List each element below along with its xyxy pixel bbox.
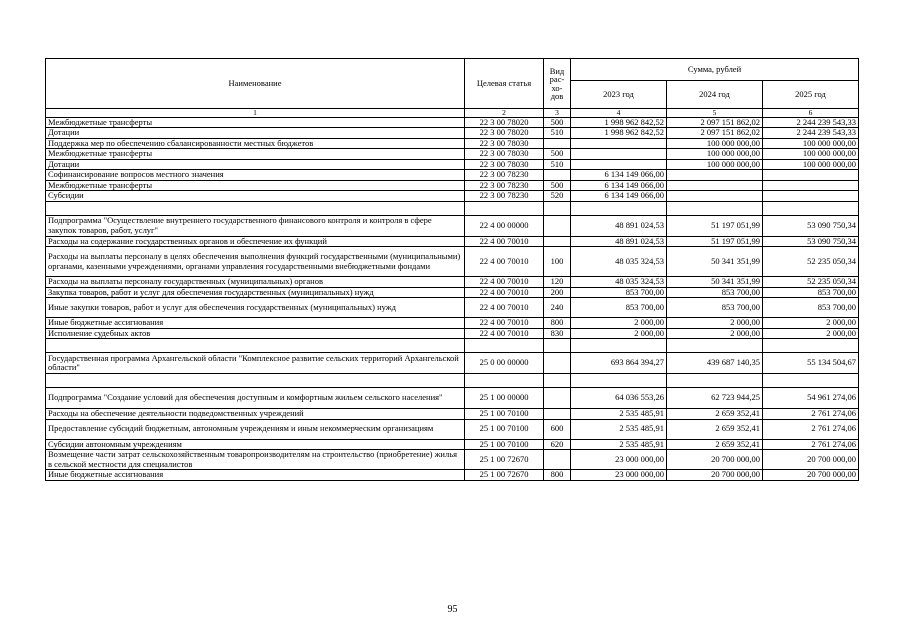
cell-expense-type bbox=[544, 215, 571, 236]
cell-name: Подпрограмма "Осуществление внутреннего государственного финансового контроля и контроля в сфере закупок товаров, работ, услуг" bbox=[46, 215, 465, 236]
cell-amount-2023: 48 035 324,53 bbox=[571, 247, 667, 277]
cell-target-code: 22 4 00 70010 bbox=[465, 287, 544, 298]
column-number: 3 bbox=[544, 109, 571, 118]
cell-amount-2023: 1 998 962 842,52 bbox=[571, 117, 667, 128]
cell-amount-2023: 2 535 485,91 bbox=[571, 439, 667, 450]
cell-amount-2023: 693 864 394,27 bbox=[571, 353, 667, 374]
cell-name: Расходы на содержание государственных органов и обеспечение их функций bbox=[46, 236, 465, 247]
table-row bbox=[46, 450, 859, 470]
cell-expense-type bbox=[544, 450, 571, 470]
cell-amount-2024: 100 000 000,00 bbox=[667, 149, 763, 160]
cell-amount-2025: 2 244 239 543,33 bbox=[763, 128, 859, 139]
cell-amount-2025: 2 000,00 bbox=[763, 318, 859, 329]
cell-target-code: 25 0 00 00000 bbox=[465, 353, 544, 374]
cell-name: Субсидии автономным учреждениям bbox=[46, 439, 465, 450]
cell-name: Межбюджетные трансферты bbox=[46, 180, 465, 191]
cell-expense-type bbox=[544, 170, 571, 181]
cell-amount-2025: 2 761 274,06 bbox=[763, 439, 859, 450]
cell-amount-2025 bbox=[763, 374, 859, 388]
cell-amount-2024: 51 197 051,99 bbox=[667, 215, 763, 236]
cell-target-code bbox=[465, 339, 544, 353]
cell-target-code: 22 4 00 70010 bbox=[465, 328, 544, 339]
cell-amount-2023 bbox=[571, 138, 667, 149]
cell-target-code: 22 3 00 78230 bbox=[465, 191, 544, 202]
header-name: Наименование bbox=[46, 59, 465, 109]
cell-name: Исполнение судебных актов bbox=[46, 328, 465, 339]
cell-expense-type: 510 bbox=[544, 159, 571, 170]
cell-amount-2025: 2 244 239 543,33 bbox=[763, 117, 859, 128]
cell-name: Иные закупки товаров, работ и услуг для обеспечения государственных (муниципальных) нужд bbox=[46, 298, 465, 318]
column-number: 4 bbox=[571, 109, 667, 118]
table-row bbox=[46, 277, 859, 288]
cell-expense-type bbox=[544, 236, 571, 247]
cell-amount-2023: 2 535 485,91 bbox=[571, 419, 667, 439]
cell-expense-type: 620 bbox=[544, 439, 571, 450]
header-row-top bbox=[46, 59, 859, 81]
cell-target-code: 22 3 00 78020 bbox=[465, 128, 544, 139]
cell-amount-2023 bbox=[571, 149, 667, 160]
cell-name: Расходы на обеспечение деятельности подведомственных учреждений bbox=[46, 409, 465, 420]
cell-name: Дотации bbox=[46, 159, 465, 170]
table-row bbox=[46, 328, 859, 339]
cell-amount-2025: 53 090 750,34 bbox=[763, 236, 859, 247]
cell-name: Расходы на выплаты персоналу в целях обеспечения выполнения функций государственными (муниципальными) органами, казенными учреждениями, органами управления государственными внебюджетными фондами bbox=[46, 247, 465, 277]
cell-name: Иные бюджетные ассигнования bbox=[46, 318, 465, 329]
page-number: 95 bbox=[447, 604, 458, 615]
cell-expense-type: 200 bbox=[544, 287, 571, 298]
cell-expense-type: 500 bbox=[544, 117, 571, 128]
table-row bbox=[46, 149, 859, 160]
table-row bbox=[46, 159, 859, 170]
column-number: 1 bbox=[46, 109, 465, 118]
cell-amount-2024 bbox=[667, 191, 763, 202]
cell-target-code: 25 1 00 70100 bbox=[465, 439, 544, 450]
cell-target-code: 25 1 00 70100 bbox=[465, 419, 544, 439]
cell-expense-type bbox=[544, 374, 571, 388]
cell-amount-2025: 100 000 000,00 bbox=[763, 138, 859, 149]
cell-amount-2023: 48 035 324,53 bbox=[571, 277, 667, 288]
cell-name: Межбюджетные трансферты bbox=[46, 117, 465, 128]
cell-amount-2025: 2 000,00 bbox=[763, 328, 859, 339]
cell-amount-2023 bbox=[571, 201, 667, 215]
cell-name bbox=[46, 374, 465, 388]
cell-amount-2023: 6 134 149 066,00 bbox=[571, 180, 667, 191]
cell-amount-2023: 2 000,00 bbox=[571, 318, 667, 329]
cell-name: Расходы на выплаты персоналу государственных (муниципальных) органов bbox=[46, 277, 465, 288]
table-row bbox=[46, 180, 859, 191]
table-row bbox=[46, 339, 859, 353]
cell-name: Подпрограмма "Создание условий для обеспечения доступным и комфортным жильем сельского населения" bbox=[46, 388, 465, 409]
cell-amount-2025: 20 700 000,00 bbox=[763, 470, 859, 481]
cell-name bbox=[46, 339, 465, 353]
cell-amount-2024: 100 000 000,00 bbox=[667, 138, 763, 149]
cell-amount-2025: 55 134 504,67 bbox=[763, 353, 859, 374]
cell-name: Иные бюджетные ассигнования bbox=[46, 470, 465, 481]
table-row bbox=[46, 247, 859, 277]
cell-target-code: 25 1 00 72670 bbox=[465, 450, 544, 470]
cell-amount-2025: 52 235 050,34 bbox=[763, 277, 859, 288]
cell-amount-2025: 853 700,00 bbox=[763, 287, 859, 298]
column-number: 2 bbox=[465, 109, 544, 118]
table-row bbox=[46, 353, 859, 374]
cell-amount-2023: 6 134 149 066,00 bbox=[571, 170, 667, 181]
cell-amount-2024 bbox=[667, 374, 763, 388]
cell-target-code: 22 4 00 70010 bbox=[465, 247, 544, 277]
cell-amount-2024 bbox=[667, 180, 763, 191]
cell-amount-2025: 2 761 274,06 bbox=[763, 419, 859, 439]
cell-target-code bbox=[465, 201, 544, 215]
cell-amount-2023: 48 891 024,53 bbox=[571, 236, 667, 247]
cell-amount-2025 bbox=[763, 201, 859, 215]
cell-amount-2024: 439 687 140,35 bbox=[667, 353, 763, 374]
budget-table bbox=[45, 58, 859, 481]
cell-amount-2023 bbox=[571, 374, 667, 388]
cell-amount-2024: 2 659 352,41 bbox=[667, 409, 763, 420]
cell-expense-type bbox=[544, 388, 571, 409]
cell-amount-2024: 2 659 352,41 bbox=[667, 439, 763, 450]
table-row bbox=[46, 318, 859, 329]
table-row bbox=[46, 191, 859, 202]
table-row bbox=[46, 201, 859, 215]
cell-target-code: 22 4 00 70010 bbox=[465, 236, 544, 247]
cell-amount-2023: 2 000,00 bbox=[571, 328, 667, 339]
cell-name: Предоставление субсидий бюджетным, автономным учреждениям и иным некоммерческим организациям bbox=[46, 419, 465, 439]
cell-name: Государственная программа Архангельской области "Комплексное развитие сельских территорий Архангельской области" bbox=[46, 353, 465, 374]
cell-amount-2025: 54 961 274,06 bbox=[763, 388, 859, 409]
column-number: 5 bbox=[667, 109, 763, 118]
cell-amount-2024: 100 000 000,00 bbox=[667, 159, 763, 170]
cell-name bbox=[46, 201, 465, 215]
cell-name: Закупка товаров, работ и услуг для обеспечения государственных (муниципальных) нужд bbox=[46, 287, 465, 298]
cell-amount-2024: 2 097 151 862,02 bbox=[667, 117, 763, 128]
cell-amount-2025: 20 700 000,00 bbox=[763, 450, 859, 470]
cell-expense-type: 520 bbox=[544, 191, 571, 202]
cell-amount-2023: 23 000 000,00 bbox=[571, 450, 667, 470]
cell-amount-2025 bbox=[763, 170, 859, 181]
cell-expense-type: 120 bbox=[544, 277, 571, 288]
header-target: Целевая статья bbox=[465, 59, 544, 109]
cell-amount-2024: 2 000,00 bbox=[667, 328, 763, 339]
cell-amount-2024: 20 700 000,00 bbox=[667, 450, 763, 470]
cell-name: Дотации bbox=[46, 128, 465, 139]
cell-amount-2025: 53 090 750,34 bbox=[763, 215, 859, 236]
cell-name: Поддержка мер по обеспечению сбалансированности местных бюджетов bbox=[46, 138, 465, 149]
table-row bbox=[46, 374, 859, 388]
column-numbers-row bbox=[46, 109, 859, 118]
cell-expense-type bbox=[544, 409, 571, 420]
column-number: 6 bbox=[763, 109, 859, 118]
cell-expense-type bbox=[544, 339, 571, 353]
cell-expense-type: 500 bbox=[544, 180, 571, 191]
table-row bbox=[46, 419, 859, 439]
cell-amount-2024: 853 700,00 bbox=[667, 287, 763, 298]
cell-amount-2024: 50 341 351,99 bbox=[667, 277, 763, 288]
cell-amount-2025: 853 700,00 bbox=[763, 298, 859, 318]
header-year-2023: 2023 год bbox=[571, 81, 667, 109]
header-sum: Сумма, рублей bbox=[571, 59, 859, 81]
cell-amount-2025: 2 761 274,06 bbox=[763, 409, 859, 420]
cell-expense-type bbox=[544, 138, 571, 149]
cell-target-code bbox=[465, 374, 544, 388]
cell-amount-2024: 2 097 151 862,02 bbox=[667, 128, 763, 139]
header-year-2024: 2024 год bbox=[667, 81, 763, 109]
cell-target-code: 22 3 00 78030 bbox=[465, 149, 544, 160]
cell-expense-type: 240 bbox=[544, 298, 571, 318]
cell-amount-2024: 2 659 352,41 bbox=[667, 419, 763, 439]
cell-name: Софинансирование вопросов местного значения bbox=[46, 170, 465, 181]
cell-amount-2024: 51 197 051,99 bbox=[667, 236, 763, 247]
cell-target-code: 22 3 00 78020 bbox=[465, 117, 544, 128]
cell-target-code: 25 1 00 00000 bbox=[465, 388, 544, 409]
cell-target-code: 25 1 00 72670 bbox=[465, 470, 544, 481]
cell-target-code: 22 4 00 70010 bbox=[465, 318, 544, 329]
cell-target-code: 22 4 00 70010 bbox=[465, 298, 544, 318]
cell-amount-2025 bbox=[763, 180, 859, 191]
table-row bbox=[46, 470, 859, 481]
header-expense-type: Вид рас-хо-дов bbox=[544, 59, 571, 109]
table-row bbox=[46, 138, 859, 149]
table-row bbox=[46, 117, 859, 128]
cell-amount-2023: 853 700,00 bbox=[571, 287, 667, 298]
cell-amount-2024 bbox=[667, 170, 763, 181]
cell-amount-2024: 62 723 944,25 bbox=[667, 388, 763, 409]
table-row bbox=[46, 287, 859, 298]
cell-target-code: 22 3 00 78030 bbox=[465, 159, 544, 170]
table-row bbox=[46, 128, 859, 139]
cell-target-code: 22 3 00 78230 bbox=[465, 170, 544, 181]
table-row bbox=[46, 388, 859, 409]
cell-name: Возмещение части затрат сельскохозяйственным товаропроизводителям на строительство (приобретение) жилья в сельской местности для специалистов bbox=[46, 450, 465, 470]
cell-amount-2023: 6 134 149 066,00 bbox=[571, 191, 667, 202]
cell-amount-2023: 2 535 485,91 bbox=[571, 409, 667, 420]
cell-amount-2023: 23 000 000,00 bbox=[571, 470, 667, 481]
cell-amount-2024: 853 700,00 bbox=[667, 298, 763, 318]
cell-amount-2023 bbox=[571, 339, 667, 353]
cell-expense-type: 100 bbox=[544, 247, 571, 277]
table-row bbox=[46, 215, 859, 236]
table-body bbox=[46, 117, 859, 480]
table-row bbox=[46, 170, 859, 181]
cell-amount-2025: 100 000 000,00 bbox=[763, 159, 859, 170]
cell-amount-2025 bbox=[763, 339, 859, 353]
cell-amount-2024: 20 700 000,00 bbox=[667, 470, 763, 481]
cell-amount-2023 bbox=[571, 159, 667, 170]
cell-amount-2024: 2 000,00 bbox=[667, 318, 763, 329]
cell-expense-type bbox=[544, 353, 571, 374]
cell-expense-type: 800 bbox=[544, 318, 571, 329]
cell-expense-type: 600 bbox=[544, 419, 571, 439]
cell-name: Субсидии bbox=[46, 191, 465, 202]
cell-target-code: 25 1 00 70100 bbox=[465, 409, 544, 420]
cell-target-code: 22 4 00 70010 bbox=[465, 277, 544, 288]
cell-amount-2025: 52 235 050,34 bbox=[763, 247, 859, 277]
cell-amount-2025 bbox=[763, 191, 859, 202]
cell-amount-2023: 853 700,00 bbox=[571, 298, 667, 318]
cell-target-code: 22 3 00 78230 bbox=[465, 180, 544, 191]
table-row bbox=[46, 409, 859, 420]
cell-amount-2024 bbox=[667, 339, 763, 353]
cell-amount-2023: 64 036 553,26 bbox=[571, 388, 667, 409]
cell-amount-2024 bbox=[667, 201, 763, 215]
cell-expense-type: 510 bbox=[544, 128, 571, 139]
cell-amount-2025: 100 000 000,00 bbox=[763, 149, 859, 160]
cell-expense-type: 500 bbox=[544, 149, 571, 160]
cell-target-code: 22 4 00 00000 bbox=[465, 215, 544, 236]
cell-name: Межбюджетные трансферты bbox=[46, 149, 465, 160]
table-row bbox=[46, 298, 859, 318]
cell-target-code: 22 3 00 78030 bbox=[465, 138, 544, 149]
cell-expense-type bbox=[544, 201, 571, 215]
cell-amount-2023: 1 998 962 842,52 bbox=[571, 128, 667, 139]
header-year-2025: 2025 год bbox=[763, 81, 859, 109]
table-row bbox=[46, 439, 859, 450]
table-row bbox=[46, 236, 859, 247]
cell-expense-type: 800 bbox=[544, 470, 571, 481]
cell-expense-type: 830 bbox=[544, 328, 571, 339]
cell-amount-2024: 50 341 351,99 bbox=[667, 247, 763, 277]
cell-amount-2023: 48 891 024,53 bbox=[571, 215, 667, 236]
